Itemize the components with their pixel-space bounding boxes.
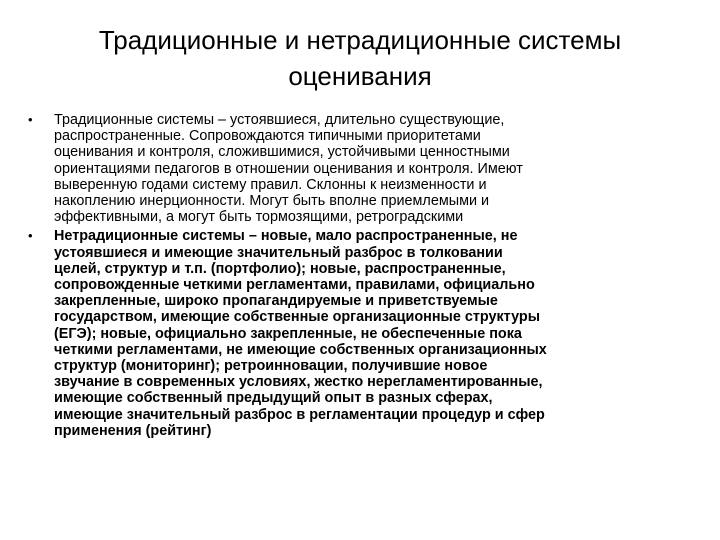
- text-line: четкими регламентами, не имеющие собственных организационных: [54, 341, 547, 358]
- text-line: ориентациями педагогов в отношении оценивания и контроля. Имеют: [54, 160, 523, 177]
- text-line: имеющие значительный разброс в регламентации процедур и сфер: [54, 406, 545, 423]
- text-line: звучание в современных условиях, жестко нерегламентированные,: [54, 374, 543, 391]
- text-line: устоявшиеся и имеющие значительный разброс в толковании: [54, 244, 503, 261]
- text-line: закрепленные, широко пропагандируемые и приветствуемые: [54, 293, 498, 310]
- text-line: эффективными, а могут быть тормозящими, ретроградскими: [54, 209, 464, 226]
- text-line: Традиционные системы – устоявшиеся, длительно существующие,: [54, 112, 505, 128]
- slide-title-line: оценивания: [288, 61, 432, 91]
- bullet-item-traditional: [24, 112, 714, 225]
- text-line: имеющие собственный предыдущий опыт в разных сферах,: [54, 390, 493, 407]
- text-line: государством, имеющие собственные организационные структуры: [54, 309, 540, 326]
- text-line: структур (мониторинг); ретроинновации, получившие новое: [54, 358, 488, 375]
- text-line: распространенные. Сопровождаются типичными приоритетами: [54, 128, 481, 145]
- text-line: выверенную годами систему правил. Склонны к неизменности и: [54, 176, 487, 193]
- bullet-dot-icon: •: [28, 228, 33, 244]
- text-line: применения (рейтинг): [54, 422, 212, 439]
- bullet-text: [54, 112, 714, 225]
- text-line: Нетрадиционные системы – новые, мало распространенные, не: [54, 228, 518, 245]
- text-line: (ЕГЭ); новые, официально закрепленные, не обеспеченные пока: [54, 325, 522, 342]
- text-line: оценивания и контроля, сложившимися, устойчивыми ценностными: [54, 144, 510, 161]
- bullet-list: [24, 112, 714, 442]
- slide-title: [40, 22, 680, 94]
- bullet-text: [54, 228, 714, 439]
- text-line: сопровожденные четкими регламентами, правилами, официально: [54, 277, 535, 294]
- text-line: накоплению инерционности. Могут быть вполне приемлемыми и: [54, 193, 490, 210]
- text-line: целей, структур и т.п. (портфолио); новые, распространенные,: [54, 260, 506, 277]
- bullet-dot-icon: •: [28, 112, 33, 127]
- slide-title-line: Традиционные и нетрадиционные системы: [98, 25, 622, 55]
- bullet-item-nontraditional: [24, 228, 714, 439]
